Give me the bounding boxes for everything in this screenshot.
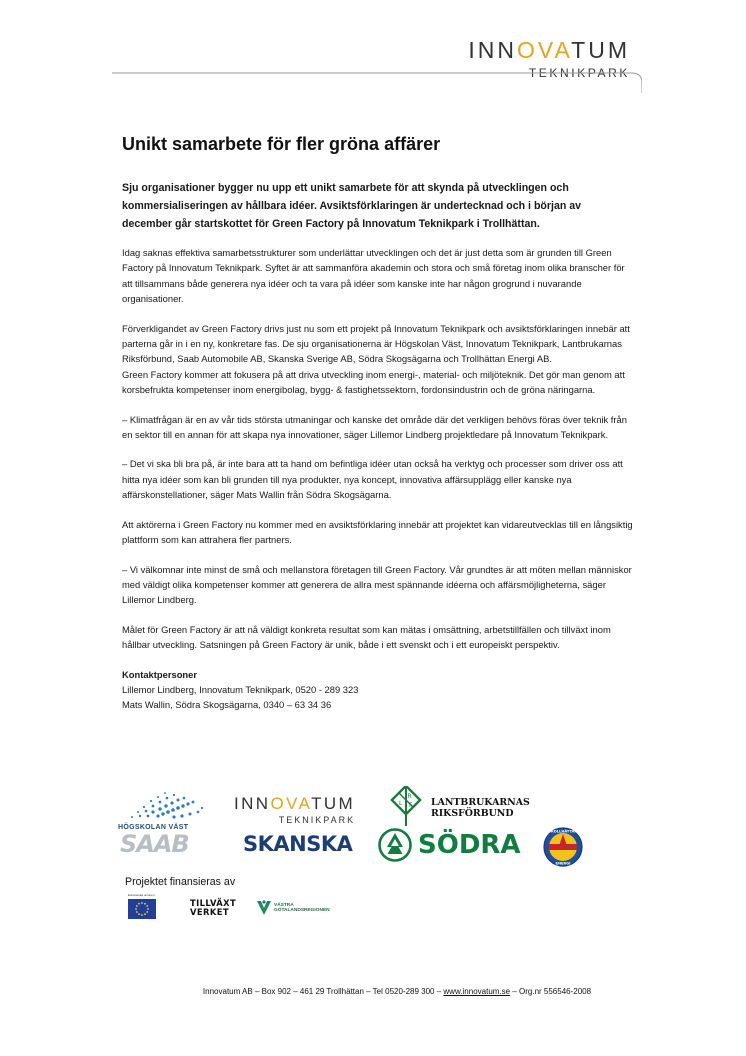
logo-prefix: INN: [468, 37, 517, 63]
vastra-gotalandsregionen-logo: [256, 899, 346, 919]
partner-logo-prefix: INN: [234, 794, 271, 813]
trollhattan-energi-emblem-icon: [543, 826, 583, 868]
funding-label: Projektet finansieras av: [125, 876, 236, 888]
footer: [0, 987, 746, 996]
vgr-name-line1: VÄSTRA: [274, 903, 294, 908]
hogskolan-dots-icon: [118, 788, 210, 822]
paragraph: Green Factory kommer att fokusera på att driva utveckling inom energi-, material- och miljöteknik. Det gör man genom att korsbefrukta kompetenser inom energibolag, bygg- & fastighetssektorn, fordonsindustrin och de gröna näringarna.: [122, 368, 625, 396]
eu-caption: Europeiska unionen: [128, 893, 155, 897]
vgr-name: [274, 903, 330, 914]
contact-line: Mats Wallin, Södra Skogsägarna, 0340 – 63 34 36: [122, 699, 332, 711]
lrf-name-line2: RIKSFÖRBUND: [431, 808, 514, 819]
paragraph: Att aktörerna i Green Factory nu kommer med en avsiktsförklaring innebär att projektet kan vidareutvecklas till en långsiktig plattform som kan attrahera fler partners.: [122, 518, 633, 546]
header-divider: [112, 71, 642, 93]
quote-paragraph: – Det vi ska bli bra på, är inte bara att ta hand om befintliga idéer utan också ha verktyg och processer som driver oss att hitta nya idéer som kan bli grunden till nya produkter, nya koncept, innovativa affärsupplägg eller kanske nya affärskonstellationer, säger Mats Wallin från Södra Skogsägarna.: [122, 458, 623, 501]
vgr-emblem-icon: [256, 899, 272, 917]
lrf-emblem-icon: [386, 786, 426, 826]
innovatum-partner-logo: [234, 795, 355, 825]
website-link[interactable]: www.innovatum.se: [443, 987, 511, 996]
lrf-letter-r: R: [407, 793, 412, 800]
trollhattan-energi-logo: [543, 826, 583, 868]
vgr-name-line2: GÖTALANDSREGIONEN: [274, 908, 330, 914]
hogskolan-vast-name: HÖGSKOLAN VÄST: [118, 824, 189, 831]
lrf-letter-f: F: [409, 802, 413, 809]
saab-logo: SAAB: [120, 830, 189, 858]
sodra-wordmark: SÖDRA: [418, 830, 521, 860]
tillvaxtverket-line1: TILLVÄXT: [190, 898, 237, 908]
press-release-article: [122, 134, 634, 713]
quote-paragraph: – Vi välkomnar inte minst de små och mellanstora företagen till Green Factory. Vår grundtes är att möten mellan människor med väldigt olika kompetenser kommer att generera de allra mest spännande idéerna och affärsmöjligheterna, säger Lillemor Lindberg.: [122, 563, 632, 606]
eu-logo: [128, 893, 160, 923]
contacts-heading: Kontaktpersoner: [122, 668, 198, 680]
eu-flag-icon: [128, 899, 156, 919]
paragraph: Målet för Green Factory är att nå väldigt konkreta resultat som kan mätas i omsättning, arbetstillfällen och tillväxt inom hållbar utveckling. Satsningen på Green Factory är unik, både i ett svenskt och i ett europeiskt perspektiv.: [122, 623, 611, 651]
skanska-logo: SKANSKA: [243, 832, 353, 856]
tillvaxtverket-line2: VERKET: [190, 906, 229, 917]
lrf-logo: [386, 786, 536, 826]
tillvaxtverket-logo: [190, 899, 236, 916]
lrf-name-line1: LANTBRUKARNAS: [431, 797, 530, 808]
article-lead: Sju organisationer bygger nu upp ett unikt samarbete för att skynda på utvecklingen och kommersialiseringen av hållbara idéer. Avsiktsförklaringen är undertecknad och i början av december går startskottet för Green Factory på Innovatum Teknikpark i Trollhättan.: [122, 182, 582, 230]
sodra-tree-icon: [378, 828, 412, 862]
logo-suffix: TUM: [571, 37, 630, 63]
partner-logo-accent: OVA: [270, 794, 312, 813]
article-title: Unikt samarbete för fler gröna affärer: [122, 134, 441, 154]
hogskolan-vast-logo: [118, 788, 210, 831]
quote-paragraph: – Klimatfrågan är en av vår tids största utmaningar och kanske det område där det verkligen behövs föras över teknik från en sektor till en annan för att skapa nya innovationer, säger Lillemor Lindberg projektledare på Innovatum Teknikpark.: [122, 413, 627, 441]
footer-address: Innovatum AB – Box 902 – 461 29 Trollhättan – Tel 0520-289 300 –: [202, 987, 444, 996]
lrf-name: [431, 797, 530, 819]
trollhattan-top-text: TROLLHÄTTAN: [548, 829, 578, 834]
footer-org-number: – Org.nr 556546-2008: [510, 987, 592, 996]
partner-logo-suffix: TUM: [311, 794, 356, 813]
partner-logo-subtitle: TEKNIKPARK: [278, 815, 356, 825]
innovatum-partner-wordmark: [234, 795, 355, 813]
innovatum-wordmark: [468, 38, 630, 62]
contact-line: Lillemor Lindberg, Innovatum Teknikpark, 0520 - 289 323: [122, 683, 359, 695]
sodra-logo: [378, 828, 528, 864]
paragraph: Idag saknas effektiva samarbetsstrukturer som underlättar utvecklingen och det är just detta som är grunden till Green Factory på Innovatum Teknikpark. Syftet är att sammanföra akademin och stora och små företag inom olika branscher för att tillsammans både generera nya idéer och ta vara på idéer som kanske inte har någon grogrund i nuvarande organisationer.: [122, 247, 625, 305]
lrf-letter-l: L: [399, 800, 403, 807]
paragraph: Förverkligandet av Green Factory drivs just nu som ett projekt på Innovatum Teknikpark och avsiktsförklaringen innebär att parterna går in i en ny, konkretare fas. De sju organisationerna är Högskolan Väst, Innovatum Teknikpark, Lantbrukarnas Riksförbund, Saab Automobile AB, Skanska Sverige AB, Södra Skogsägarna och Trollhättan Energi AB.: [122, 322, 630, 365]
logo-accent: OVA: [517, 37, 572, 63]
logo-subtitle: TEKNIKPARK: [528, 66, 630, 80]
trollhattan-bottom-text: ENERGI: [555, 861, 571, 866]
